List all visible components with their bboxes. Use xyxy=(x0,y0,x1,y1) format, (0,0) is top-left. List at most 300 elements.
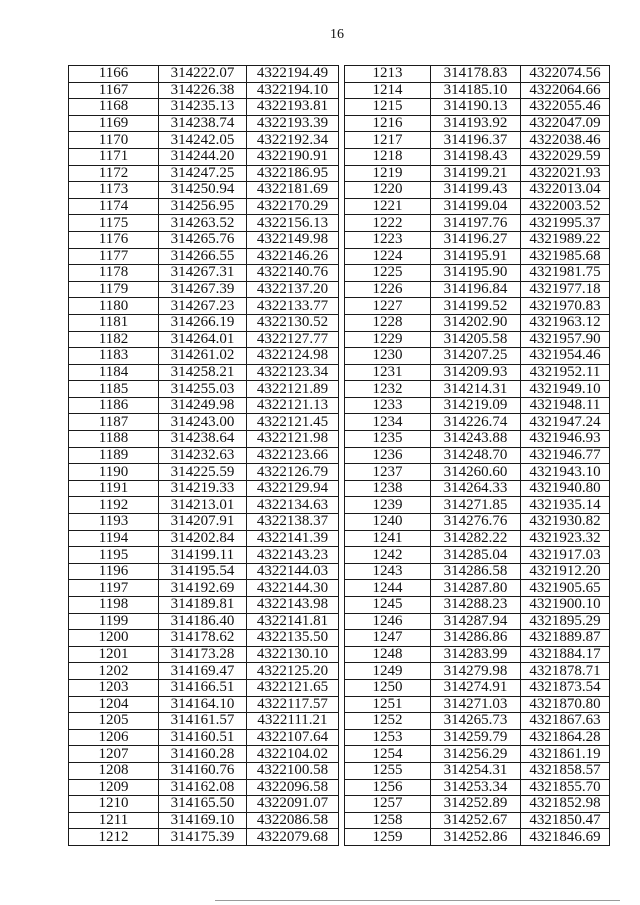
point-number-cell: 1210 xyxy=(69,796,159,813)
y-coordinate-cell: 4322141.39 xyxy=(247,530,339,547)
y-coordinate-cell: 4321858.57 xyxy=(521,762,610,779)
table-row xyxy=(69,812,339,829)
point-number-cell: 1256 xyxy=(345,779,431,796)
table-row xyxy=(345,165,610,182)
point-number-cell: 1188 xyxy=(69,431,159,448)
x-coordinate-cell: 314199.52 xyxy=(431,298,521,315)
scan-edge-line xyxy=(215,900,620,901)
point-number-cell: 1192 xyxy=(69,497,159,514)
x-coordinate-cell: 314286.58 xyxy=(431,563,521,580)
table-row xyxy=(345,148,610,165)
y-coordinate-cell: 4322074.56 xyxy=(521,66,610,83)
table-row xyxy=(345,66,610,83)
point-number-cell: 1167 xyxy=(69,82,159,99)
y-coordinate-cell: 4322047.09 xyxy=(521,115,610,132)
y-coordinate-cell: 4321861.19 xyxy=(521,746,610,763)
y-coordinate-cell: 4322181.69 xyxy=(247,182,339,199)
point-number-cell: 1233 xyxy=(345,397,431,414)
point-number-cell: 1186 xyxy=(69,397,159,414)
x-coordinate-cell: 314243.88 xyxy=(431,431,521,448)
y-coordinate-cell: 4322121.89 xyxy=(247,381,339,398)
table-row xyxy=(345,182,610,199)
point-number-cell: 1231 xyxy=(345,364,431,381)
x-coordinate-cell: 314166.51 xyxy=(159,679,247,696)
y-coordinate-cell: 4322127.77 xyxy=(247,331,339,348)
x-coordinate-cell: 314195.91 xyxy=(431,248,521,265)
x-coordinate-cell: 314198.43 xyxy=(431,148,521,165)
x-coordinate-cell: 314267.23 xyxy=(159,298,247,315)
table-row xyxy=(345,779,610,796)
table-row xyxy=(345,231,610,248)
y-coordinate-cell: 4322086.58 xyxy=(247,812,339,829)
x-coordinate-cell: 314265.76 xyxy=(159,231,247,248)
point-number-cell: 1251 xyxy=(345,696,431,713)
table-row xyxy=(69,331,339,348)
point-number-cell: 1180 xyxy=(69,298,159,315)
coordinate-table-right xyxy=(344,65,610,846)
table-row xyxy=(345,497,610,514)
x-coordinate-cell: 314160.51 xyxy=(159,729,247,746)
x-coordinate-cell: 314175.39 xyxy=(159,829,247,846)
y-coordinate-cell: 4321889.87 xyxy=(521,630,610,647)
table-row xyxy=(69,414,339,431)
x-coordinate-cell: 314232.63 xyxy=(159,447,247,464)
point-number-cell: 1195 xyxy=(69,547,159,564)
x-coordinate-cell: 314259.79 xyxy=(431,729,521,746)
y-coordinate-cell: 4322170.29 xyxy=(247,198,339,215)
x-coordinate-cell: 314189.81 xyxy=(159,597,247,614)
table-row xyxy=(69,231,339,248)
table-row xyxy=(69,829,339,846)
table-row xyxy=(69,381,339,398)
x-coordinate-cell: 314199.21 xyxy=(431,165,521,182)
y-coordinate-cell: 4322124.98 xyxy=(247,348,339,365)
y-coordinate-cell: 4322123.34 xyxy=(247,364,339,381)
y-coordinate-cell: 4322003.52 xyxy=(521,198,610,215)
point-number-cell: 1238 xyxy=(345,480,431,497)
y-coordinate-cell: 4322121.45 xyxy=(247,414,339,431)
point-number-cell: 1204 xyxy=(69,696,159,713)
y-coordinate-cell: 4322193.81 xyxy=(247,99,339,116)
point-number-cell: 1193 xyxy=(69,514,159,531)
y-coordinate-cell: 4321963.12 xyxy=(521,314,610,331)
point-number-cell: 1228 xyxy=(345,314,431,331)
point-number-cell: 1198 xyxy=(69,597,159,614)
y-coordinate-cell: 4322055.46 xyxy=(521,99,610,116)
y-coordinate-cell: 4322156.13 xyxy=(247,215,339,232)
x-coordinate-cell: 314248.70 xyxy=(431,447,521,464)
y-coordinate-cell: 4321867.63 xyxy=(521,713,610,730)
y-coordinate-cell: 4322038.46 xyxy=(521,132,610,149)
y-coordinate-cell: 4322133.77 xyxy=(247,298,339,315)
point-number-cell: 1209 xyxy=(69,779,159,796)
point-number-cell: 1250 xyxy=(345,679,431,696)
y-coordinate-cell: 4321930.82 xyxy=(521,514,610,531)
point-number-cell: 1170 xyxy=(69,132,159,149)
y-coordinate-cell: 4322126.79 xyxy=(247,464,339,481)
y-coordinate-cell: 4321954.46 xyxy=(521,348,610,365)
y-coordinate-cell: 4322143.23 xyxy=(247,547,339,564)
x-coordinate-cell: 314199.04 xyxy=(431,198,521,215)
point-number-cell: 1175 xyxy=(69,215,159,232)
x-coordinate-cell: 314192.69 xyxy=(159,580,247,597)
y-coordinate-cell: 4322107.64 xyxy=(247,729,339,746)
point-number-cell: 1257 xyxy=(345,796,431,813)
point-number-cell: 1172 xyxy=(69,165,159,182)
point-number-cell: 1255 xyxy=(345,762,431,779)
point-number-cell: 1173 xyxy=(69,182,159,199)
table-row xyxy=(69,464,339,481)
point-number-cell: 1212 xyxy=(69,829,159,846)
table-row xyxy=(69,447,339,464)
x-coordinate-cell: 314267.39 xyxy=(159,281,247,298)
x-coordinate-cell: 314266.55 xyxy=(159,248,247,265)
table-row xyxy=(345,281,610,298)
point-number-cell: 1206 xyxy=(69,729,159,746)
y-coordinate-cell: 4322149.98 xyxy=(247,231,339,248)
x-coordinate-cell: 314195.54 xyxy=(159,563,247,580)
point-number-cell: 1208 xyxy=(69,762,159,779)
table-row xyxy=(69,99,339,116)
table-row xyxy=(69,563,339,580)
x-coordinate-cell: 314249.98 xyxy=(159,397,247,414)
y-coordinate-cell: 4321970.83 xyxy=(521,298,610,315)
y-coordinate-cell: 4321981.75 xyxy=(521,265,610,282)
x-coordinate-cell: 314178.83 xyxy=(431,66,521,83)
table-row xyxy=(345,198,610,215)
x-coordinate-cell: 314207.91 xyxy=(159,514,247,531)
point-number-cell: 1253 xyxy=(345,729,431,746)
y-coordinate-cell: 4321895.29 xyxy=(521,613,610,630)
y-coordinate-cell: 4321878.71 xyxy=(521,663,610,680)
y-coordinate-cell: 4322190.91 xyxy=(247,148,339,165)
x-coordinate-cell: 314260.60 xyxy=(431,464,521,481)
point-number-cell: 1258 xyxy=(345,812,431,829)
table-row xyxy=(69,132,339,149)
x-coordinate-cell: 314264.01 xyxy=(159,331,247,348)
table-row xyxy=(345,580,610,597)
y-coordinate-cell: 4322130.10 xyxy=(247,646,339,663)
table-row xyxy=(345,713,610,730)
y-coordinate-cell: 4322130.52 xyxy=(247,314,339,331)
x-coordinate-cell: 314258.21 xyxy=(159,364,247,381)
point-number-cell: 1226 xyxy=(345,281,431,298)
x-coordinate-cell: 314252.67 xyxy=(431,812,521,829)
point-number-cell: 1187 xyxy=(69,414,159,431)
x-coordinate-cell: 314226.38 xyxy=(159,82,247,99)
y-coordinate-cell: 4321864.28 xyxy=(521,729,610,746)
point-number-cell: 1213 xyxy=(345,66,431,83)
x-coordinate-cell: 314160.28 xyxy=(159,746,247,763)
point-number-cell: 1225 xyxy=(345,265,431,282)
point-number-cell: 1203 xyxy=(69,679,159,696)
y-coordinate-cell: 4321952.11 xyxy=(521,364,610,381)
y-coordinate-cell: 4321846.69 xyxy=(521,829,610,846)
point-number-cell: 1222 xyxy=(345,215,431,232)
y-coordinate-cell: 4322137.20 xyxy=(247,281,339,298)
y-coordinate-cell: 4322123.66 xyxy=(247,447,339,464)
x-coordinate-cell: 314193.92 xyxy=(431,115,521,132)
x-coordinate-cell: 314276.76 xyxy=(431,514,521,531)
point-number-cell: 1241 xyxy=(345,530,431,547)
y-coordinate-cell: 4321870.80 xyxy=(521,696,610,713)
y-coordinate-cell: 4321935.14 xyxy=(521,497,610,514)
table-row xyxy=(345,514,610,531)
point-number-cell: 1178 xyxy=(69,265,159,282)
x-coordinate-cell: 314225.59 xyxy=(159,464,247,481)
table-row xyxy=(345,796,610,813)
x-coordinate-cell: 314266.19 xyxy=(159,314,247,331)
table-row xyxy=(69,497,339,514)
table-row xyxy=(345,646,610,663)
y-coordinate-cell: 4322138.37 xyxy=(247,514,339,531)
point-number-cell: 1196 xyxy=(69,563,159,580)
x-coordinate-cell: 314214.31 xyxy=(431,381,521,398)
y-coordinate-cell: 4321995.37 xyxy=(521,215,610,232)
x-coordinate-cell: 314209.93 xyxy=(431,364,521,381)
table-row xyxy=(69,182,339,199)
x-coordinate-cell: 314287.94 xyxy=(431,613,521,630)
point-number-cell: 1184 xyxy=(69,364,159,381)
x-coordinate-cell: 314288.23 xyxy=(431,597,521,614)
x-coordinate-cell: 314160.76 xyxy=(159,762,247,779)
table-row xyxy=(69,663,339,680)
y-coordinate-cell: 4322100.58 xyxy=(247,762,339,779)
x-coordinate-cell: 314264.33 xyxy=(431,480,521,497)
x-coordinate-cell: 314252.86 xyxy=(431,829,521,846)
x-coordinate-cell: 314205.58 xyxy=(431,331,521,348)
y-coordinate-cell: 4321923.32 xyxy=(521,530,610,547)
x-coordinate-cell: 314243.00 xyxy=(159,414,247,431)
table-row xyxy=(69,66,339,83)
y-coordinate-cell: 4322064.66 xyxy=(521,82,610,99)
x-coordinate-cell: 314196.37 xyxy=(431,132,521,149)
table-row xyxy=(345,829,610,846)
x-coordinate-cell: 314190.13 xyxy=(431,99,521,116)
point-number-cell: 1230 xyxy=(345,348,431,365)
point-number-cell: 1166 xyxy=(69,66,159,83)
table-row xyxy=(345,464,610,481)
point-number-cell: 1191 xyxy=(69,480,159,497)
x-coordinate-cell: 314286.86 xyxy=(431,630,521,647)
table-row xyxy=(345,663,610,680)
table-row xyxy=(69,82,339,99)
table-row xyxy=(69,679,339,696)
table-row xyxy=(69,364,339,381)
table-row xyxy=(69,397,339,414)
point-number-cell: 1235 xyxy=(345,431,431,448)
y-coordinate-cell: 4322121.98 xyxy=(247,431,339,448)
y-coordinate-cell: 4322192.34 xyxy=(247,132,339,149)
table-row xyxy=(345,414,610,431)
x-coordinate-cell: 314197.76 xyxy=(431,215,521,232)
table-row xyxy=(69,547,339,564)
table-row xyxy=(345,480,610,497)
table-row xyxy=(69,630,339,647)
point-number-cell: 1254 xyxy=(345,746,431,763)
point-number-cell: 1183 xyxy=(69,348,159,365)
table-row xyxy=(345,314,610,331)
point-number-cell: 1207 xyxy=(69,746,159,763)
x-coordinate-cell: 314196.84 xyxy=(431,281,521,298)
point-number-cell: 1177 xyxy=(69,248,159,265)
table-row xyxy=(345,447,610,464)
x-coordinate-cell: 314238.74 xyxy=(159,115,247,132)
point-number-cell: 1201 xyxy=(69,646,159,663)
point-number-cell: 1218 xyxy=(345,148,431,165)
table-row xyxy=(345,729,610,746)
x-coordinate-cell: 314207.25 xyxy=(431,348,521,365)
y-coordinate-cell: 4321946.93 xyxy=(521,431,610,448)
y-coordinate-cell: 4322125.20 xyxy=(247,663,339,680)
table-row xyxy=(345,679,610,696)
x-coordinate-cell: 314185.10 xyxy=(431,82,521,99)
table-row xyxy=(69,530,339,547)
table-row xyxy=(69,514,339,531)
table-row xyxy=(345,547,610,564)
x-coordinate-cell: 314282.22 xyxy=(431,530,521,547)
y-coordinate-cell: 4322141.81 xyxy=(247,613,339,630)
point-number-cell: 1176 xyxy=(69,231,159,248)
point-number-cell: 1243 xyxy=(345,563,431,580)
point-number-cell: 1185 xyxy=(69,381,159,398)
table-row xyxy=(345,348,610,365)
x-coordinate-cell: 314199.11 xyxy=(159,547,247,564)
x-coordinate-cell: 314265.73 xyxy=(431,713,521,730)
y-coordinate-cell: 4322121.65 xyxy=(247,679,339,696)
point-number-cell: 1244 xyxy=(345,580,431,597)
point-number-cell: 1202 xyxy=(69,663,159,680)
y-coordinate-cell: 4322140.76 xyxy=(247,265,339,282)
point-number-cell: 1171 xyxy=(69,148,159,165)
point-number-cell: 1168 xyxy=(69,99,159,116)
point-number-cell: 1227 xyxy=(345,298,431,315)
table-row xyxy=(69,779,339,796)
table-row xyxy=(345,298,610,315)
y-coordinate-cell: 4321850.47 xyxy=(521,812,610,829)
table-row xyxy=(345,746,610,763)
x-coordinate-cell: 314178.62 xyxy=(159,630,247,647)
y-coordinate-cell: 4321977.18 xyxy=(521,281,610,298)
x-coordinate-cell: 314235.13 xyxy=(159,99,247,116)
point-number-cell: 1240 xyxy=(345,514,431,531)
table-row xyxy=(69,248,339,265)
point-number-cell: 1245 xyxy=(345,597,431,614)
y-coordinate-cell: 4321917.03 xyxy=(521,547,610,564)
x-coordinate-cell: 314254.31 xyxy=(431,762,521,779)
table-row xyxy=(345,381,610,398)
x-coordinate-cell: 314162.08 xyxy=(159,779,247,796)
x-coordinate-cell: 314219.09 xyxy=(431,397,521,414)
x-coordinate-cell: 314202.84 xyxy=(159,530,247,547)
y-coordinate-cell: 4321949.10 xyxy=(521,381,610,398)
point-number-cell: 1169 xyxy=(69,115,159,132)
y-coordinate-cell: 4322079.68 xyxy=(247,829,339,846)
y-coordinate-cell: 4322091.07 xyxy=(247,796,339,813)
x-coordinate-cell: 314250.94 xyxy=(159,182,247,199)
x-coordinate-cell: 314196.27 xyxy=(431,231,521,248)
point-number-cell: 1223 xyxy=(345,231,431,248)
table-row xyxy=(69,597,339,614)
table-row xyxy=(345,248,610,265)
table-row xyxy=(69,480,339,497)
y-coordinate-cell: 4321948.11 xyxy=(521,397,610,414)
x-coordinate-cell: 314186.40 xyxy=(159,613,247,630)
point-number-cell: 1224 xyxy=(345,248,431,265)
x-coordinate-cell: 314199.43 xyxy=(431,182,521,199)
y-coordinate-cell: 4321946.77 xyxy=(521,447,610,464)
x-coordinate-cell: 314271.03 xyxy=(431,696,521,713)
table-row xyxy=(345,613,610,630)
y-coordinate-cell: 4322104.02 xyxy=(247,746,339,763)
y-coordinate-cell: 4322117.57 xyxy=(247,696,339,713)
table-row xyxy=(345,99,610,116)
table-row xyxy=(69,729,339,746)
x-coordinate-cell: 314256.29 xyxy=(431,746,521,763)
table-row xyxy=(345,82,610,99)
table-row xyxy=(345,364,610,381)
x-coordinate-cell: 314287.80 xyxy=(431,580,521,597)
point-number-cell: 1182 xyxy=(69,331,159,348)
y-coordinate-cell: 4321985.68 xyxy=(521,248,610,265)
point-number-cell: 1200 xyxy=(69,630,159,647)
point-number-cell: 1219 xyxy=(345,165,431,182)
point-number-cell: 1214 xyxy=(345,82,431,99)
y-coordinate-cell: 4322096.58 xyxy=(247,779,339,796)
table-row xyxy=(69,762,339,779)
point-number-cell: 1174 xyxy=(69,198,159,215)
table-row xyxy=(345,132,610,149)
x-coordinate-cell: 314164.10 xyxy=(159,696,247,713)
x-coordinate-cell: 314261.02 xyxy=(159,348,247,365)
x-coordinate-cell: 314279.98 xyxy=(431,663,521,680)
y-coordinate-cell: 4321943.10 xyxy=(521,464,610,481)
y-coordinate-cell: 4322146.26 xyxy=(247,248,339,265)
table-row xyxy=(345,762,610,779)
x-coordinate-cell: 314244.20 xyxy=(159,148,247,165)
point-number-cell: 1242 xyxy=(345,547,431,564)
coordinate-table-left xyxy=(68,65,339,846)
x-coordinate-cell: 314263.52 xyxy=(159,215,247,232)
y-coordinate-cell: 4322144.03 xyxy=(247,563,339,580)
y-coordinate-cell: 4321884.17 xyxy=(521,646,610,663)
x-coordinate-cell: 314226.74 xyxy=(431,414,521,431)
x-coordinate-cell: 314247.25 xyxy=(159,165,247,182)
table-row xyxy=(345,530,610,547)
x-coordinate-cell: 314202.90 xyxy=(431,314,521,331)
x-coordinate-cell: 314161.57 xyxy=(159,713,247,730)
x-coordinate-cell: 314219.33 xyxy=(159,480,247,497)
x-coordinate-cell: 314213.01 xyxy=(159,497,247,514)
y-coordinate-cell: 4322143.98 xyxy=(247,597,339,614)
point-number-cell: 1252 xyxy=(345,713,431,730)
x-coordinate-cell: 314274.91 xyxy=(431,679,521,696)
point-number-cell: 1247 xyxy=(345,630,431,647)
table-row xyxy=(69,746,339,763)
point-number-cell: 1259 xyxy=(345,829,431,846)
x-coordinate-cell: 314256.95 xyxy=(159,198,247,215)
point-number-cell: 1211 xyxy=(69,812,159,829)
point-number-cell: 1237 xyxy=(345,464,431,481)
point-number-cell: 1179 xyxy=(69,281,159,298)
x-coordinate-cell: 314195.90 xyxy=(431,265,521,282)
y-coordinate-cell: 4322194.49 xyxy=(247,66,339,83)
table-row xyxy=(69,115,339,132)
table-row xyxy=(345,115,610,132)
y-coordinate-cell: 4321989.22 xyxy=(521,231,610,248)
point-number-cell: 1236 xyxy=(345,447,431,464)
y-coordinate-cell: 4321852.98 xyxy=(521,796,610,813)
